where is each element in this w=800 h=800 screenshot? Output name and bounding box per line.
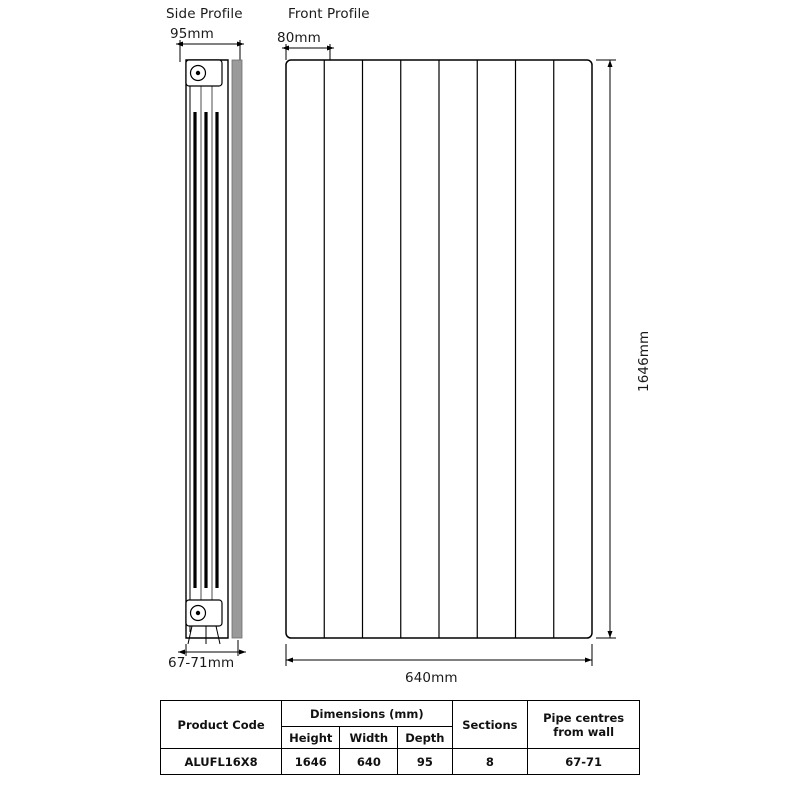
header-depth: Depth [398, 727, 452, 749]
front-profile-drawing [282, 44, 616, 666]
cell-height: 1646 [282, 749, 340, 775]
overall-height-dimension-label: 1646mm [636, 330, 652, 392]
table-header-row-1 [161, 701, 640, 727]
panel-width-dimension-label: 80mm [277, 30, 321, 46]
side-profile-label: Side Profile [166, 6, 243, 22]
header-product-code: Product Code [161, 701, 282, 749]
side-depth-dimension-label: 95mm [170, 26, 214, 42]
side-profile-drawing [176, 40, 246, 656]
header-width: Width [340, 727, 398, 749]
header-sections: Sections [452, 701, 528, 749]
header-pipe-centres: Pipe centres from wall [528, 701, 640, 749]
cell-pipe-centres: 67-71 [528, 749, 640, 775]
overall-width-dimension-label: 640mm [405, 670, 458, 686]
cell-sections: 8 [452, 749, 528, 775]
header-dimensions: Dimensions (mm) [282, 701, 452, 727]
front-profile-label: Front Profile [288, 6, 370, 22]
pipe-centres-dimension-label: 67-71mm [168, 655, 235, 671]
cell-product-code: ALUFL16X8 [161, 749, 282, 775]
table-row [161, 749, 640, 775]
specification-table [160, 700, 640, 775]
cell-width: 640 [340, 749, 398, 775]
header-height: Height [282, 727, 340, 749]
cell-depth: 95 [398, 749, 452, 775]
